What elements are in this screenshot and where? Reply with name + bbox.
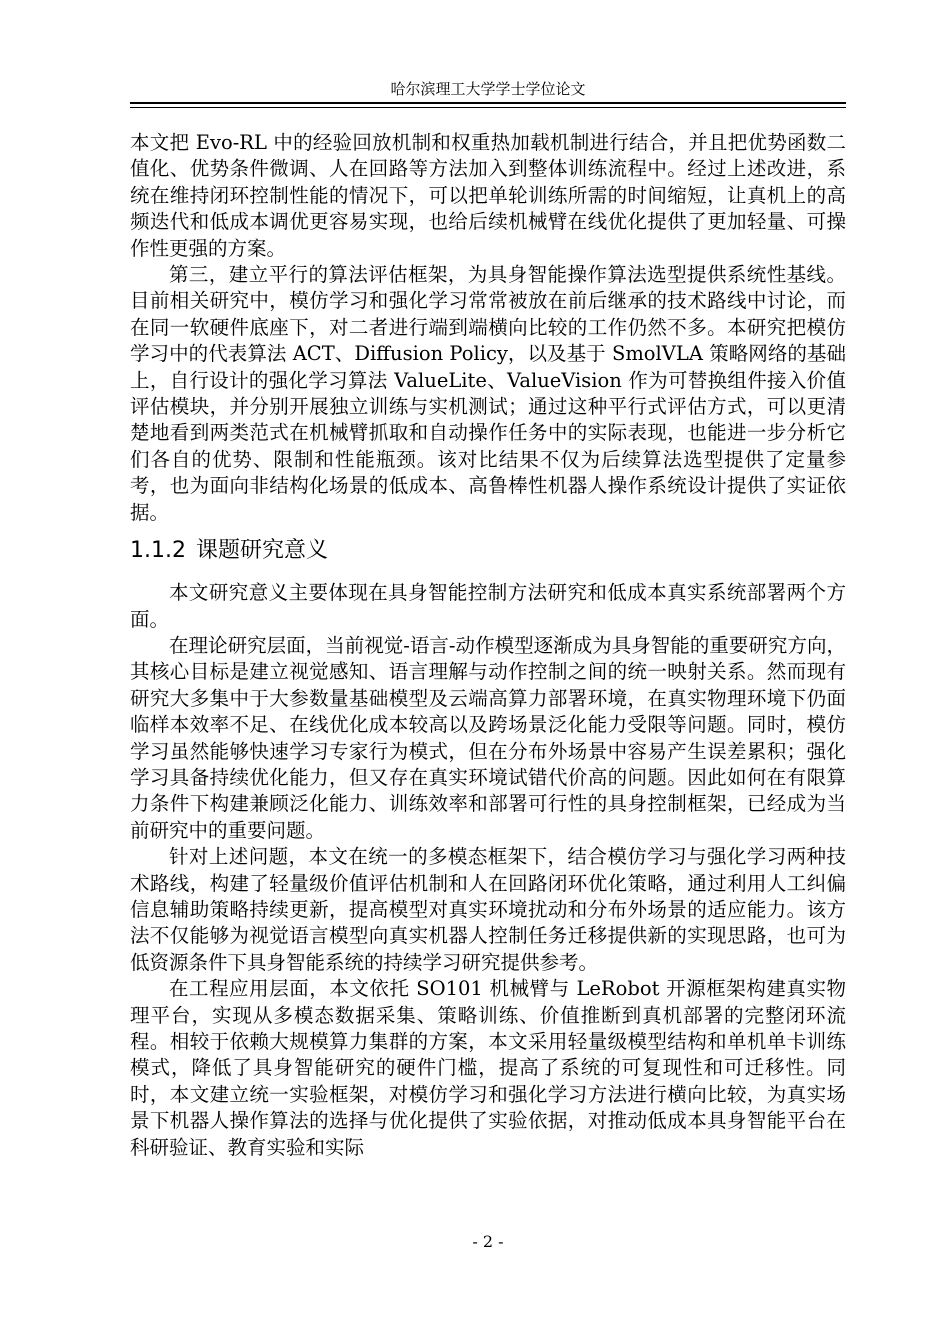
running-header: 哈尔滨理工大学学士学位论文 bbox=[390, 80, 586, 98]
page-body bbox=[130, 130, 846, 1161]
section-heading bbox=[130, 536, 846, 566]
paragraph: 本文把 Evo-RL 中的经验回放机制和权重热加载机制进行结合，并且把优势函数二值化、优势条件微调、人在回路等方法加入到整体训练流程中。经过上述改进，系统在维持闭环控制性能的情况下，可以把单轮训练所需的时间缩短，让真机上的高频迭代和低成本调优更容易实现，也给后续机械臂在线优化提供了更加轻量、可操作性更强的方案。 bbox=[130, 131, 846, 260]
page-number: - 2 - bbox=[472, 1232, 504, 1251]
header-rule-thin bbox=[130, 107, 846, 108]
section-number: 1.1.2 bbox=[130, 538, 186, 564]
header-rule-thick bbox=[130, 102, 846, 104]
paragraph: 本文研究意义主要体现在具身智能控制方法研究和低成本真实系统部署两个方面。 bbox=[130, 581, 846, 631]
section-title: 课题研究意义 bbox=[195, 538, 328, 564]
paragraph: 针对上述问题，本文在统一的多模态框架下，结合模仿学习与强化学习两种技术路线，构建了轻量级价值评估机制和人在回路闭环优化策略，通过利用人工纠偏信息辅助策略持续更新，提高模型对真实环境扰动和分布外场景的适应能力。该方法不仅能够为视觉语言模型向真实机器人控制任务迁移提供新的实现思路，也可为低资源条件下具身智能系统的持续学习研究提供参考。 bbox=[130, 845, 846, 974]
paragraph: 在工程应用层面，本文依托 SO101 机械臂与 LeRobot 开源框架构建真实物理平台，实现从多模态数据采集、策略训练、价值推断到真机部署的完整闭环流程。相较于依赖大规模算力集群的方案，本文采用轻量级模型结构和单机单卡训练模式，降低了具身智能研究的硬件门槛，提高了系统的可复现性和可迁移性。同时，本文建立统一实验框架，对模仿学习和强化学习方法进行横向比较，为真实场景下机器人操作算法的选择与优化提供了实验依据，对推动低成本具身智能平台在科研验证、教育实验和实际 bbox=[130, 977, 846, 1159]
paragraph: 在理论研究层面，当前视觉-语言-动作模型逐渐成为具身智能的重要研究方向，其核心目标是建立视觉感知、语言理解与动作控制之间的统一映射关系。然而现有研究大多集中于大参数量基础模型及云端高算力部署环境，在真实物理环境下仍面临样本效率不足、在线优化成本较高以及跨场景泛化能力受限等问题。同时，模仿学习虽然能够快速学习专家行为模式，但在分布外场景中容易产生误差累积；强化学习具备持续优化能力，但又存在真实环境试错代价高的问题。因此如何在有限算力条件下构建兼顾泛化能力、训练效率和部署可行性的具身控制框架，已经成为当前研究中的重要问题。 bbox=[130, 633, 846, 842]
paragraph: 第三，建立平行的算法评估框架，为具身智能操作算法选型提供系统性基线。目前相关研究中，模仿学习和强化学习常常被放在前后继承的技术路线中讨论，而在同一软硬件底座下，对二者进行端到端横向比较的工作仍然不多。本研究把模仿学习中的代表算法 ACT、Diffusion Policy，以及基于 SmolVLA 策略网络的基础上，自行设计的强化学习算法 ValueLite、ValueVision 作为可替换组件接入价值评估模块，并分别开展独立训练与实机测试；通过这种平行式评估方式，可以更清楚地看到两类范式在机械臂抓取和自动操作任务中的实际表现，也能进一步分析它们各自的优势、限制和性能瓶颈。该对比结果不仅为后续算法选型提供了定量参考，也为面向非结构化场景的低成本、高鲁棒性机器人操作系统设计提供了实证依据。 bbox=[130, 263, 846, 524]
